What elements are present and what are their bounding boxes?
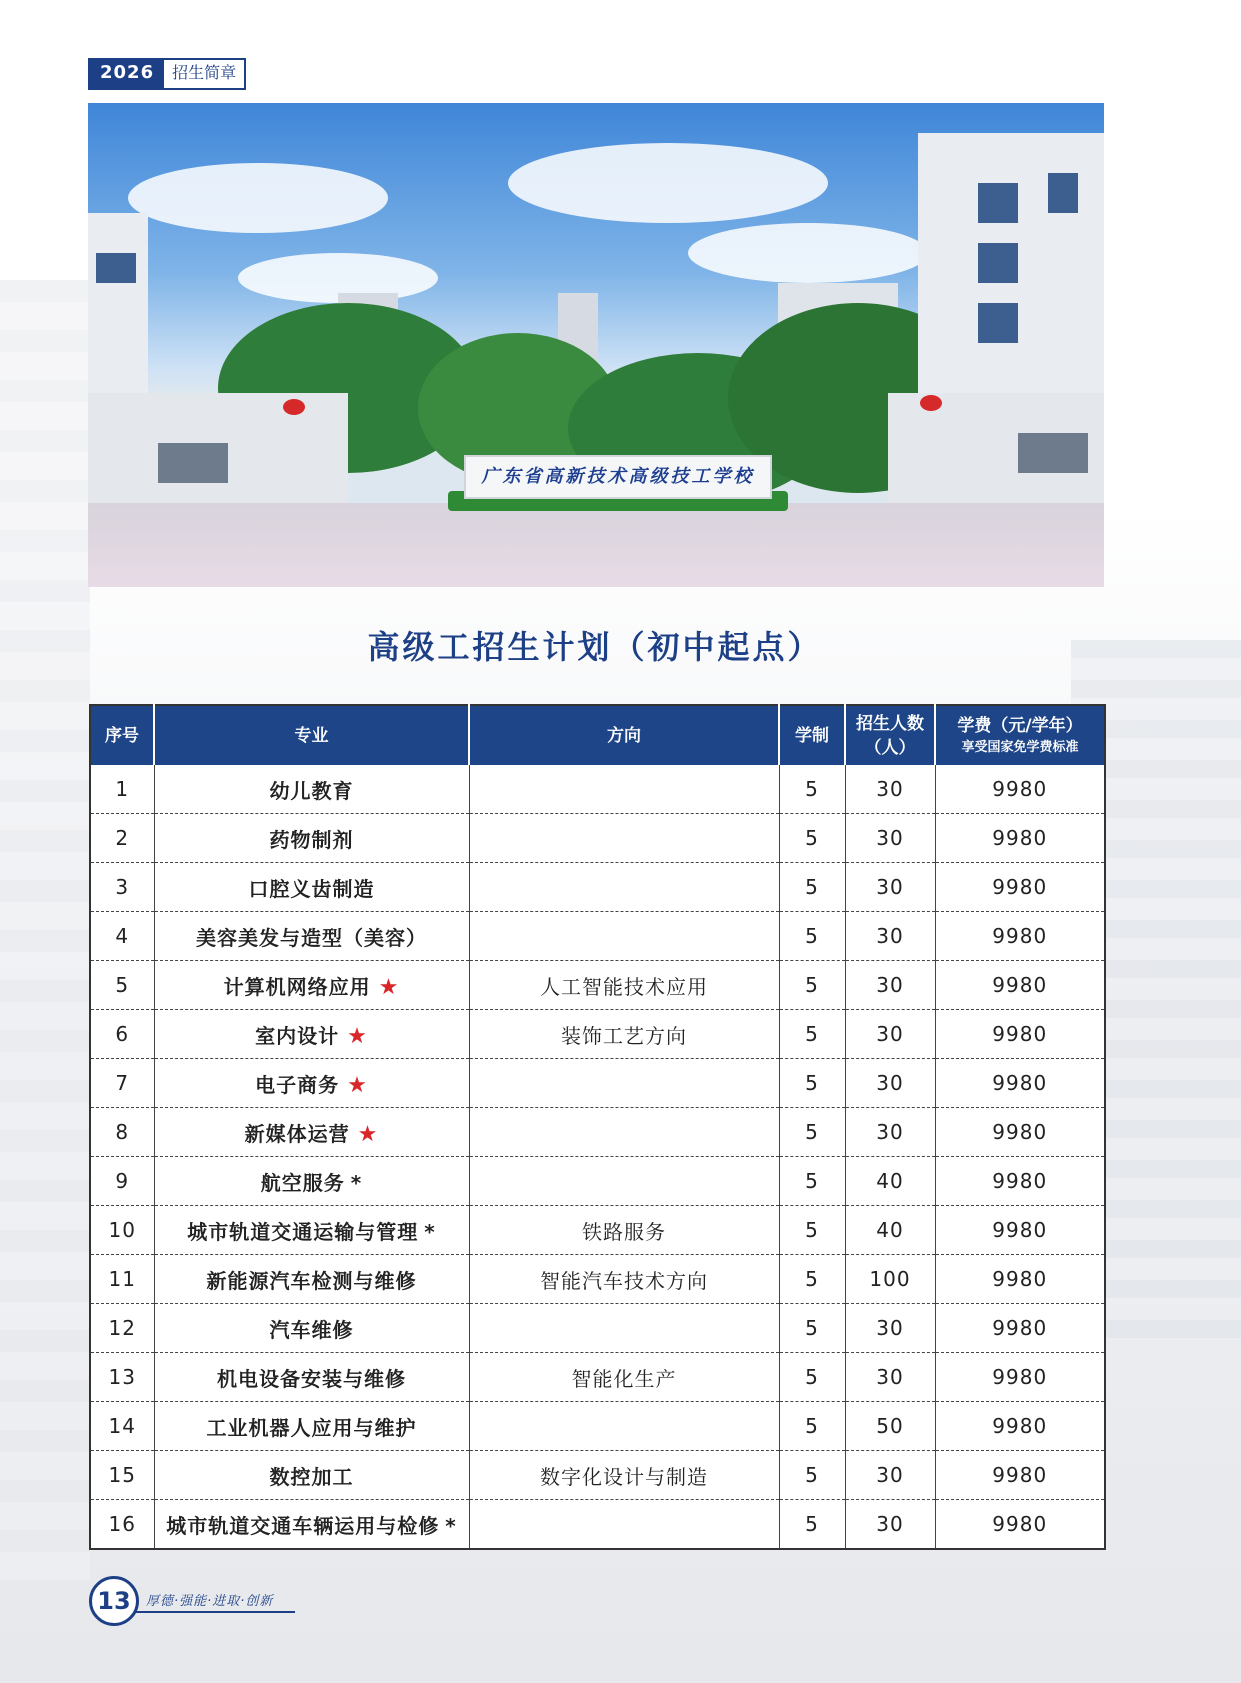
cell-direction: 装饰工艺方向: [469, 1010, 779, 1059]
cell-no: 9: [90, 1157, 154, 1206]
cell-major: [154, 1304, 469, 1353]
header-quota-line1: 招生人数: [856, 713, 924, 734]
cell-quota: 100: [845, 1255, 935, 1304]
cell-direction: [469, 1500, 779, 1550]
cell-quota: 30: [845, 1500, 935, 1550]
cell-major: [154, 765, 469, 814]
cell-direction: [469, 1108, 779, 1157]
cell-years: 5: [779, 1059, 845, 1108]
cell-fee: 9980: [935, 1402, 1105, 1451]
table-row: [90, 961, 1105, 1010]
cell-quota: 30: [845, 912, 935, 961]
cell-major: [154, 1353, 469, 1402]
enrollment-plan-table: [89, 704, 1106, 1550]
cell-major: [154, 1010, 469, 1059]
cell-direction: [469, 1059, 779, 1108]
background-building-left: [0, 280, 90, 1580]
table-row: [90, 1451, 1105, 1500]
major-name: 航空服务: [260, 1170, 345, 1195]
cell-no: 12: [90, 1304, 154, 1353]
header-fee-line2: 享受国家免学费标准: [961, 739, 1079, 755]
table-row: [90, 765, 1105, 814]
cell-direction: [469, 1402, 779, 1451]
cell-years: 5: [779, 1353, 845, 1402]
cell-no: 11: [90, 1255, 154, 1304]
header-fee: [935, 705, 1105, 765]
cell-no: 10: [90, 1206, 154, 1255]
campus-gate-photo: [88, 103, 1104, 587]
cell-quota: 30: [845, 1353, 935, 1402]
cell-fee: 9980: [935, 863, 1105, 912]
cell-years: 5: [779, 1451, 845, 1500]
cell-no: 16: [108, 1512, 136, 1536]
major-name: 新能源汽车检测与维修: [206, 1268, 417, 1293]
cell-fee: 9980: [935, 765, 1105, 814]
table-row: [90, 1157, 1105, 1206]
major-name: 幼儿教育: [269, 778, 354, 803]
major-name: 汽车维修: [269, 1317, 354, 1342]
major-name: 新媒体运营: [244, 1121, 350, 1146]
cell-fee: 9980: [935, 1500, 1105, 1550]
asterisk-mark: *: [445, 1513, 457, 1538]
cell-quota: 30: [845, 1451, 935, 1500]
cell-quota: 30: [845, 1010, 935, 1059]
cell-direction: [469, 912, 779, 961]
cell-no: 8: [90, 1108, 154, 1157]
major-name: 计算机网络应用: [223, 974, 371, 999]
header-fee-line1: 学费（元/学年）: [957, 715, 1083, 736]
cell-quota: 30: [845, 961, 935, 1010]
cell-years: 5: [779, 765, 845, 814]
major-name: 室内设计: [255, 1023, 340, 1048]
table-row: [90, 863, 1105, 912]
cell-no: 5: [90, 961, 154, 1010]
page-title: 高级工招生计划（初中起点）: [367, 628, 823, 666]
cell-years: 5: [779, 1157, 845, 1206]
school-name-sign: 广东省高新技术高级技工学校: [464, 455, 772, 499]
cell-no: 6: [90, 1010, 154, 1059]
cell-major: [154, 1402, 469, 1451]
major-name: 电子商务: [255, 1072, 340, 1097]
cell-quota: 50: [845, 1402, 935, 1451]
cell-fee: 9980: [935, 1157, 1105, 1206]
page-number-badge: 13: [89, 1576, 139, 1626]
cell-fee: 9980: [935, 1059, 1105, 1108]
cell-quota: 40: [845, 1206, 935, 1255]
school-motto: 厚德·强能·进取·创新: [146, 1594, 274, 1609]
major-name: 城市轨道交通运输与管理: [187, 1219, 419, 1244]
table-row: [90, 1353, 1105, 1402]
table-row: [90, 1255, 1105, 1304]
cell-quota: 40: [845, 1157, 935, 1206]
cell-direction: [469, 765, 779, 814]
featured-star-icon: ★: [347, 1072, 368, 1098]
major-name: 口腔义齿制造: [248, 876, 375, 901]
table-row: [90, 1206, 1105, 1255]
cell-years: 5: [779, 1500, 845, 1550]
cell-major: [154, 1059, 469, 1108]
cell-years: 5: [779, 1304, 845, 1353]
cell-quota: 30: [845, 1108, 935, 1157]
major-name: 药物制剂: [269, 827, 354, 852]
cell-no: 15: [90, 1451, 154, 1500]
table-row: [90, 1059, 1105, 1108]
cell-direction: 数字化设计与制造: [469, 1451, 779, 1500]
header-quota: [845, 705, 935, 765]
cell-years: 5: [779, 863, 845, 912]
cell-years: 5: [779, 1108, 845, 1157]
cell-quota: 30: [845, 814, 935, 863]
cell-major: [154, 1500, 469, 1550]
cell-no: 3: [90, 863, 154, 912]
tag-label: 招生简章: [172, 63, 237, 82]
table-row: [90, 1108, 1105, 1157]
header-years: 学制: [779, 705, 845, 765]
cell-years: 5: [779, 1402, 845, 1451]
cell-no: 1: [90, 765, 154, 814]
cell-direction: 智能化生产: [469, 1353, 779, 1402]
header-major: 专业: [154, 705, 469, 765]
cell-quota: 30: [845, 1304, 935, 1353]
cell-no: 13: [90, 1353, 154, 1402]
cell-fee: 9980: [935, 1255, 1105, 1304]
cell-fee: 9980: [935, 912, 1105, 961]
cell-quota: 30: [845, 863, 935, 912]
cell-major: [154, 814, 469, 863]
table-row: [90, 1010, 1105, 1059]
cell-major: [154, 1451, 469, 1500]
cell-fee: 9980: [935, 961, 1105, 1010]
header-quota-line2: （人）: [864, 737, 916, 758]
cell-years: 5: [779, 814, 845, 863]
cell-years: 5: [779, 912, 845, 961]
cell-fee: 9980: [935, 1206, 1105, 1255]
cell-direction: [469, 814, 779, 863]
table-header-row: [90, 705, 1105, 765]
cell-major: [154, 863, 469, 912]
major-name: 机电设备安装与维修: [217, 1366, 406, 1391]
tag-year: 2026: [90, 60, 164, 88]
featured-star-icon: ★: [347, 1023, 368, 1049]
major-name: 美容美发与造型（美容）: [196, 925, 427, 950]
cell-years: 5: [779, 1206, 845, 1255]
cell-fee: 9980: [935, 1304, 1105, 1353]
motto-underline: [135, 1611, 295, 1613]
cell-direction: 人工智能技术应用: [469, 961, 779, 1010]
asterisk-mark: *: [350, 1170, 363, 1195]
cell-major: [154, 961, 469, 1010]
cell-direction: 智能汽车技术方向: [469, 1255, 779, 1304]
cell-no: 14: [90, 1402, 154, 1451]
cell-years: 5: [779, 1255, 845, 1304]
table-row: [90, 1304, 1105, 1353]
table-row: [90, 1500, 1105, 1550]
cell-major: [154, 1255, 469, 1304]
cell-quota: 30: [845, 1059, 935, 1108]
table-row: [90, 912, 1105, 961]
cell-quota: 30: [845, 765, 935, 814]
cell-major: [154, 1157, 469, 1206]
cell-no: 2: [90, 814, 154, 863]
cell-major: [154, 912, 469, 961]
cell-years: 5: [779, 961, 845, 1010]
header-direction: 方向: [469, 705, 779, 765]
cell-major: [154, 1206, 469, 1255]
cell-direction: [469, 1157, 779, 1206]
cell-direction: [469, 1304, 779, 1353]
cell-fee: 9980: [935, 1010, 1105, 1059]
cell-direction: 铁路服务: [469, 1206, 779, 1255]
cell-no: 7: [90, 1059, 154, 1108]
table-row: [90, 814, 1105, 863]
featured-star-icon: ★: [378, 974, 400, 1000]
cell-fee: 9980: [935, 1108, 1105, 1157]
cell-no: 4: [90, 912, 154, 961]
cell-fee: 9980: [935, 1451, 1105, 1500]
featured-star-icon: ★: [357, 1121, 379, 1147]
major-name: 城市轨道交通车辆运用与检修: [166, 1513, 440, 1538]
table-row: [90, 1402, 1105, 1451]
brochure-tag: [88, 58, 246, 90]
cell-major: [154, 1108, 469, 1157]
cell-fee: 9980: [935, 1353, 1105, 1402]
cell-fee: 9980: [935, 814, 1105, 863]
asterisk-mark: *: [424, 1219, 436, 1244]
major-name: 数控加工: [269, 1464, 354, 1489]
header-no: 序号: [90, 705, 154, 765]
major-name: 工业机器人应用与维护: [206, 1415, 417, 1440]
cell-direction: [469, 863, 779, 912]
cell-years: 5: [779, 1010, 845, 1059]
